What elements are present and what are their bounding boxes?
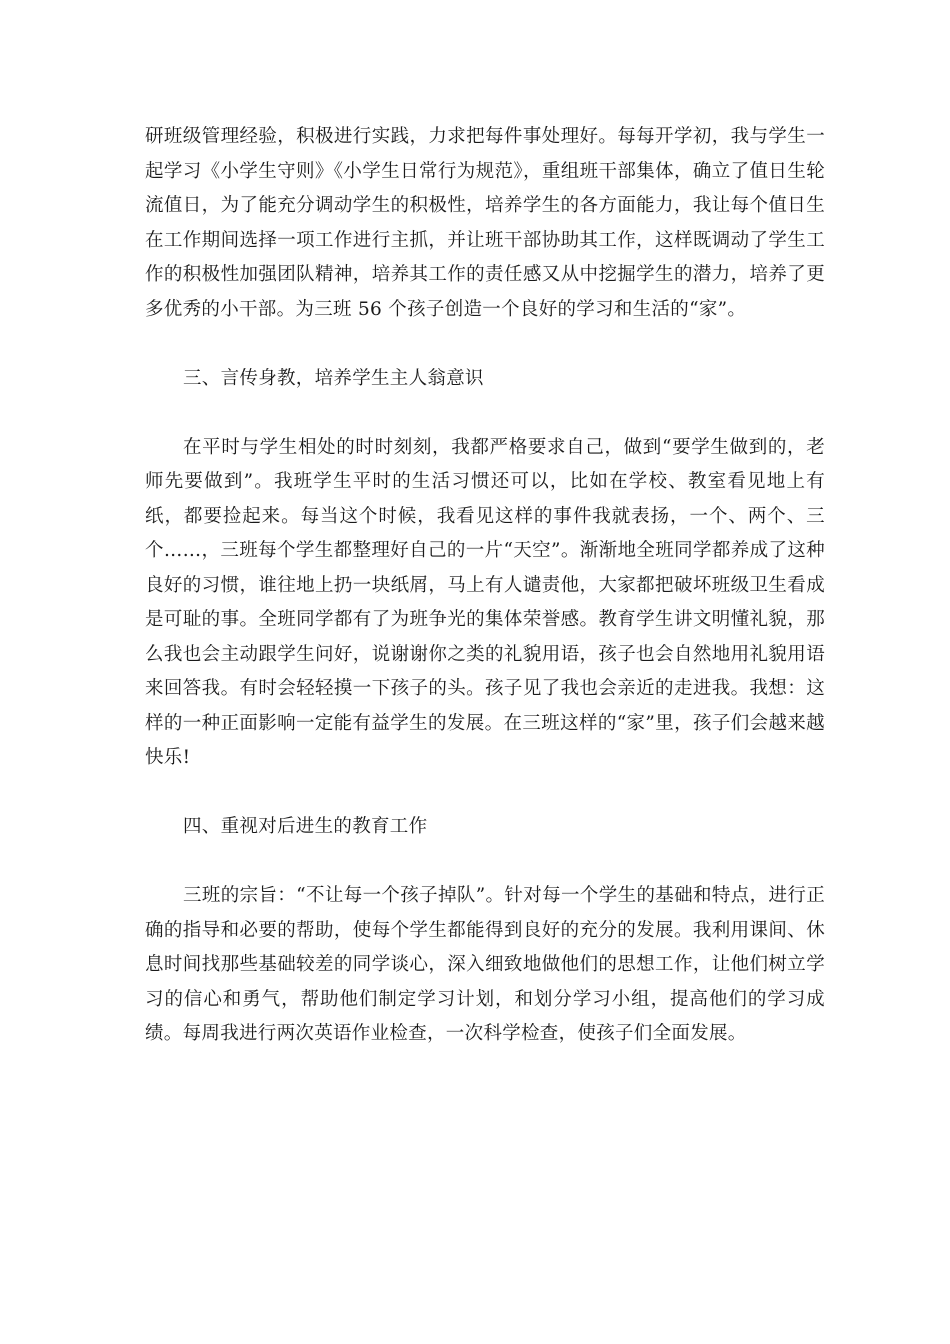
document-body <box>145 120 825 1052</box>
paragraph-spacer <box>145 327 825 362</box>
paragraph-spacer <box>145 396 825 431</box>
section-heading-3: 三、言传身教，培养学生主人翁意识 <box>183 367 484 389</box>
paragraph-spacer <box>145 776 825 811</box>
paragraph-spacer <box>145 845 825 880</box>
section-heading-4: 四、重视对后进生的教育工作 <box>183 816 428 837</box>
paragraph-intro: 研班级管理经验，积极进行实践，力求把每件事处理好。每每开学初，我与学生一起学习《小学生守则》《小学生日常行为规范》，重组班干部集体，确立了值日生轮流值日，为了能充分调动学生的积极性，培养学生的各方面能力，我让每个值日生在工作期间选择一项工作进行主抓，并让班干部协助其工作，这样既调动了学生工作的积极性加强团队精神，培养其工作的责任感又从中挖掘学生的潜力，培养了更多优秀的小干部。为三班 56 个孩子创造一个良好的学习和生活的“家”。 <box>145 126 825 320</box>
paragraph-section-4: 三班的宗旨：“不让每一个孩子掉队”。针对每一个学生的基础和特点，进行正确的指导和必要的帮助，使每个学生都能得到良好的充分的发展。我利用课间、休息时间找那些基础较差的同学谈心，深入细致地做他们的思想工作，让他们树立学习的信心和勇气，帮助他们制定学习计划，和划分学习小组，提高他们的学习成绩。每周我进行两次英语作业检查，一次科学检查，使孩子们全面发展。 <box>145 885 825 1044</box>
paragraph-section-3: 在平时与学生相处的时时刻刻，我都严格要求自己，做到“要学生做到的，老师先要做到”。我班学生平时的生活习惯还可以，比如在学校、教室看见地上有纸，都要捡起来。每当这个时候，我看见这样的事件我就表扬，一个、两个、三个……，三班每个学生都整理好自己的一片“天空”。渐渐地全班同学都养成了这种良好的习惯，谁往地上扔一块纸屑，马上有人谴责他，大家都把破坏班级卫生看成是可耻的事。全班同学都有了为班争光的集体荣誉感。教育学生讲文明懂礼貌，那么我也会主动跟学生问好，说谢谢你之类的礼貌用语，孩子也会自然地用礼貌用语来回答我。有时会轻轻摸一下孩子的头。孩子见了我也会亲近的走进我。我想：这样的一种正面影响一定能有益学生的发展。在三班这样的“家”里，孩子们会越来越快乐! <box>145 436 825 768</box>
